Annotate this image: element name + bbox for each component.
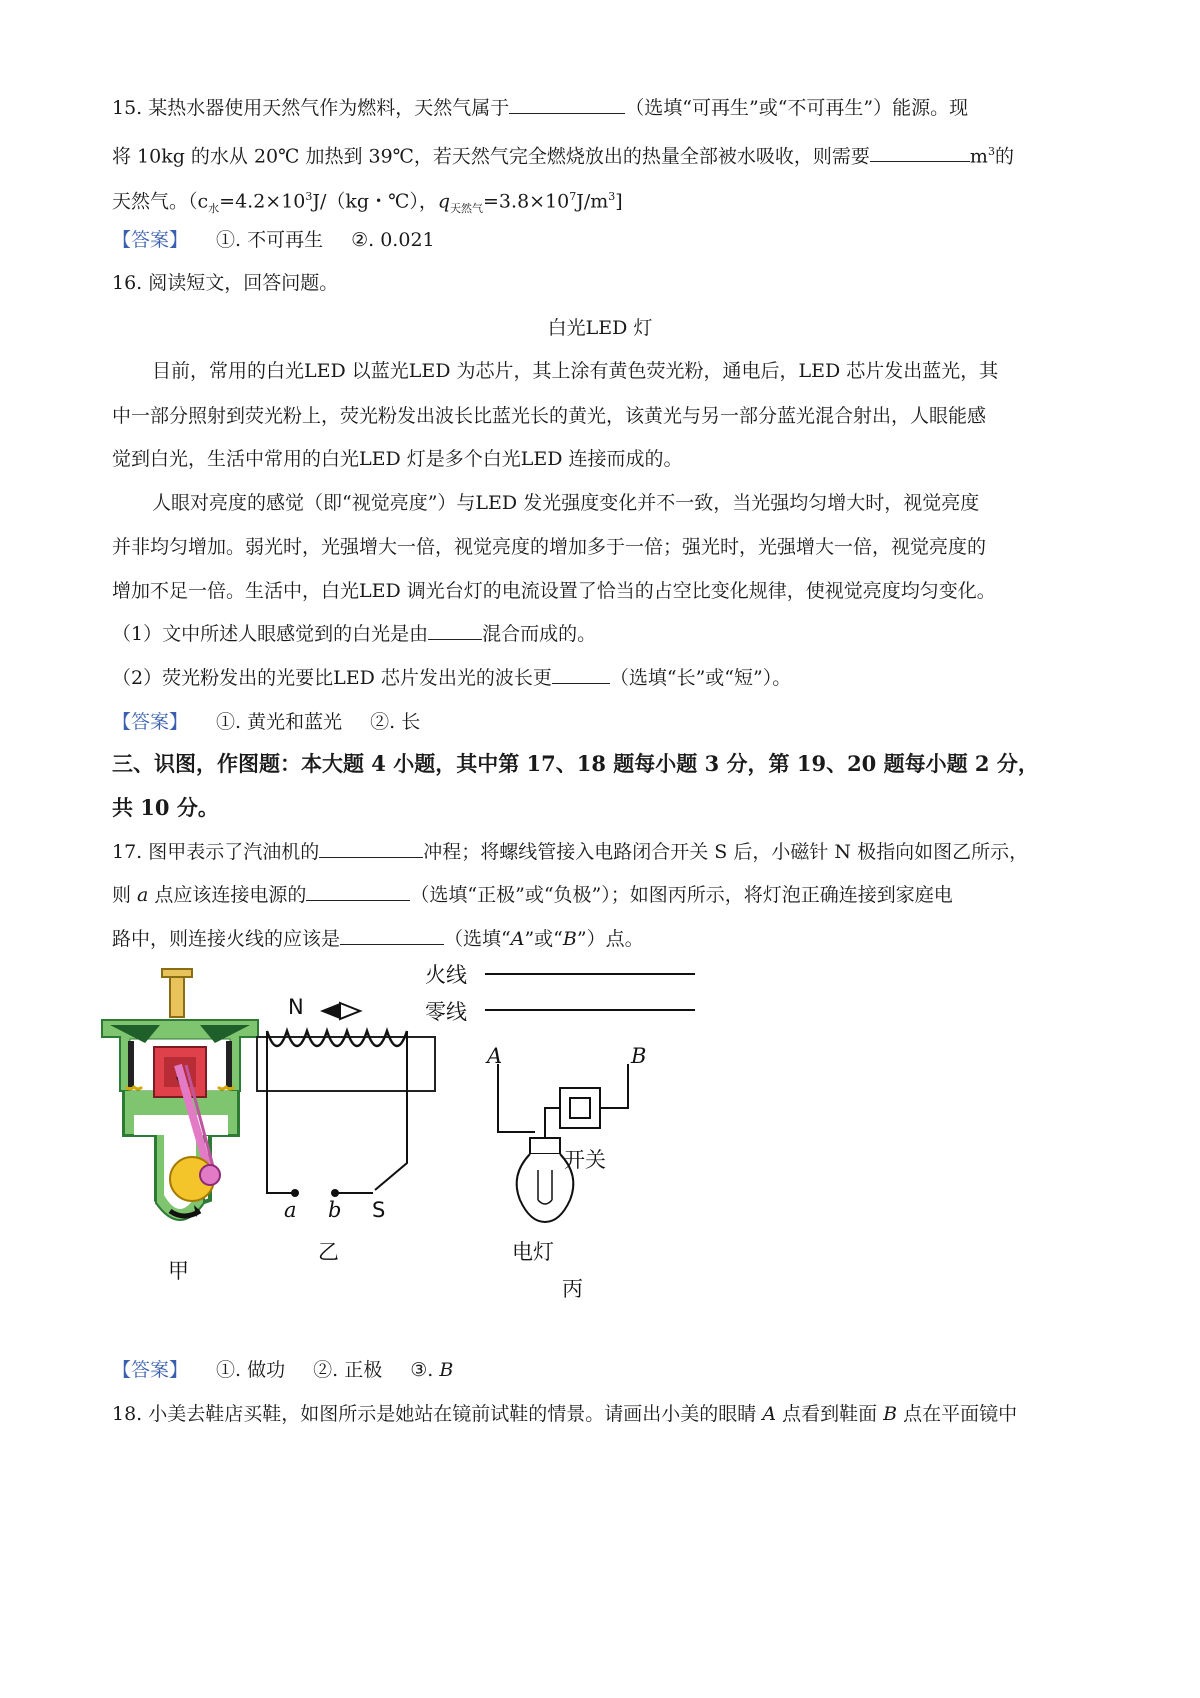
answer-tag: 【答案】	[112, 1359, 189, 1381]
p2-line-2: 并非均匀增加。弱光时，光强增大一倍，视觉亮度的增加多于一倍；强光时，光强增大一倍，视觉亮度的	[112, 536, 987, 558]
answer-17: 【答案】 ①. 做功 ②. 正极 ③. B	[112, 1359, 454, 1381]
label-point-b: B	[631, 1044, 647, 1068]
label-b: b	[328, 1198, 342, 1222]
p1-line-2: 中一部分照射到荧光粉上，荧光粉发出波长比蓝光长的黄光，该黄光与另一部分蓝光混合射出，人眼能感	[112, 405, 987, 427]
circuit-figure	[480, 960, 710, 1250]
answer-tag: 【答案】	[112, 711, 189, 733]
engine-figure	[100, 965, 260, 1240]
p1-line-3: 觉到白光，生活中常用的白光LED 灯是多个白光LED 连接而成的。	[112, 448, 683, 470]
answer-tag: 【答案】	[112, 229, 189, 251]
answer-blank	[509, 97, 625, 114]
answer-blank	[428, 623, 482, 640]
answer-15: 【答案】 ①. 不可再生 ②. 0.021	[112, 229, 435, 251]
label-bing: 丙	[562, 1277, 583, 1301]
solenoid-figure	[255, 995, 440, 1205]
answer-blank	[340, 928, 444, 945]
q18-line-1: 18. 小美去鞋店买鞋，如图所示是她站在镜前试鞋的情景。请画出小美的眼睛 A 点看到鞋面 B 点在平面镜中	[112, 1403, 1018, 1425]
q15-line-2: 将 10kg 的水从 20℃ 加热到 39℃，若天然气完全燃烧放出的热量全部被水吸收，则需要 $m^3$的	[112, 145, 1014, 168]
label-point-a: A	[487, 1044, 503, 1068]
label-jia: 甲	[168, 1259, 189, 1283]
label-switch: 开关	[564, 1148, 606, 1172]
answer-blank	[319, 841, 423, 858]
q15-line-3: 天然气。（$c_水=4.2\times 10^3J/(kg$・℃），$q_{天然气}=3.8\times 10^7J/m^3$]	[112, 190, 623, 216]
p2-line-3: 增加不足一倍。生活中，白光LED 调光台灯的电流设置了恰当的占空比变化规律，使视觉亮度均匀变化。	[112, 580, 996, 602]
label-a: a	[284, 1198, 297, 1222]
label-n-pole: N	[288, 995, 304, 1019]
answer-16: 【答案】 ①. 黄光和蓝光 ②. 长	[112, 711, 421, 733]
q17-line-2: 则 a 点应该连接电源的 （选填“正极”或“负极”）；如图丙所示，将灯泡正确连接到家庭电	[112, 884, 953, 906]
p2-line-1: 人眼对亮度的感觉（即“视觉亮度”）与LED 发光强度变化并不一致，当光强均匀增大时，视觉亮度	[152, 492, 980, 514]
section-3-heading-line-1: 三、识图，作图题：本大题 4 小题，其中第 17、18 题每小题 3 分，第 19、20 题每小题 2 分，	[112, 751, 1039, 776]
q16-title: 16. 阅读短文，回答问题。	[112, 272, 339, 294]
answer-blank	[552, 667, 610, 684]
label-lamp: 电灯	[512, 1240, 554, 1264]
q16-sub-1: （1）文中所述人眼感觉到的白光是由 混合而成的。	[112, 623, 597, 645]
label-yi: 乙	[318, 1240, 339, 1264]
label-s: S	[372, 1198, 386, 1222]
q16-sub-2: （2）荧光粉发出的光要比LED 芯片发出光的波长更 （选填“长”或“短”）。	[112, 667, 792, 689]
q17-line-3: 路中，则连接火线的应该是 （选填“A”或“B”）点。	[112, 928, 644, 950]
q17-line-1: 17. 图甲表示了汽油机的 冲程；将螺线管接入电路闭合开关 S 后，小磁针 N 极指向如图乙所示，	[112, 841, 1029, 863]
q15-line-1: 15. 某热水器使用天然气作为燃料，天然气属于 （选填“可再生”或“不可再生”）能源。现	[112, 97, 969, 119]
answer-blank	[306, 884, 410, 901]
article-title: 白光LED 灯	[547, 317, 653, 339]
answer-blank	[870, 145, 970, 162]
label-live-wire: 火线	[425, 963, 467, 987]
p1-line-1: 目前，常用的白光LED 以蓝光LED 为芯片，其上涂有黄色荧光粉，通电后，LED 芯片发出蓝光，其	[152, 360, 999, 382]
label-neutral-wire: 零线	[425, 1000, 467, 1024]
section-3-heading-line-2: 共 10 分。	[112, 795, 219, 820]
